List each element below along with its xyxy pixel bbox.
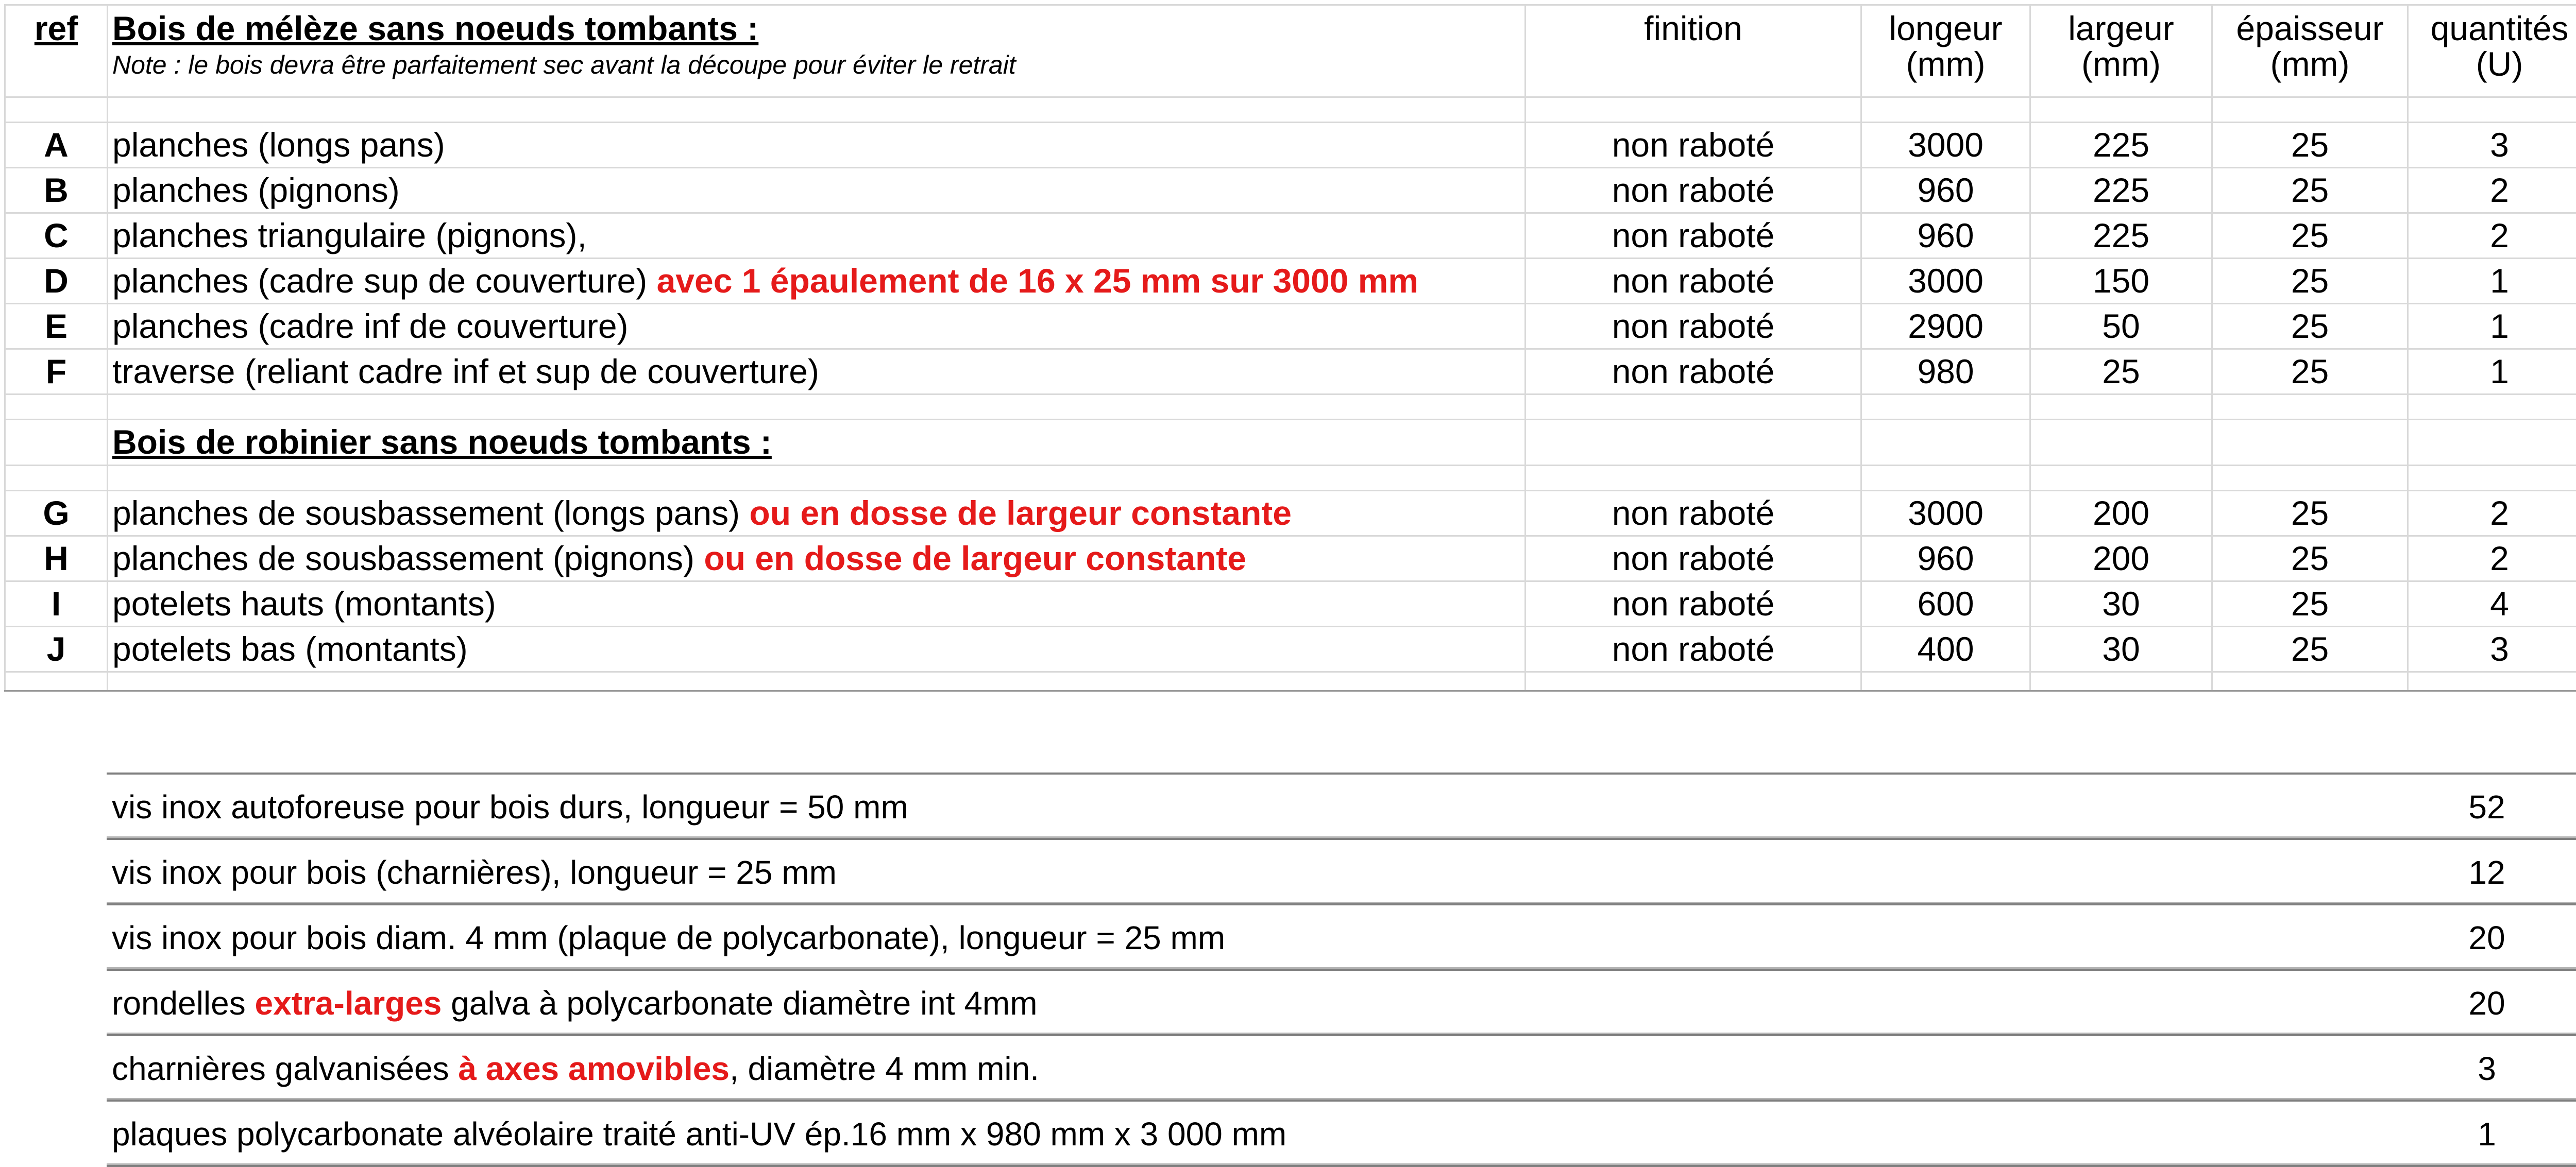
empty-cell[interactable]: [2030, 672, 2212, 691]
supply-quantity: 20: [2446, 984, 2528, 1022]
ref-cell[interactable]: H: [5, 536, 108, 581]
supply-highlight: à axes amovibles: [458, 1050, 730, 1087]
quantity-cell[interactable]: 4: [2408, 581, 2576, 627]
empty-cell[interactable]: [108, 97, 1526, 123]
supply-label: [112, 1115, 1286, 1153]
hardware-supplies-list: [107, 773, 2576, 1167]
section2-title: Bois de robinier sans noeuds tombants :: [112, 423, 772, 461]
table-row: [5, 581, 2576, 627]
highlight-text: ou en dosse de largeur constante: [749, 494, 1292, 532]
epaisseur-unit: (mm): [2217, 46, 2403, 82]
spacer-row: [5, 97, 2576, 123]
epaisseur-cell[interactable]: 25: [2212, 349, 2408, 394]
table-row: [5, 304, 2576, 349]
largeur-cell[interactable]: 150: [2030, 259, 2212, 304]
empty-cell[interactable]: [2030, 420, 2212, 466]
description-cell[interactable]: [108, 213, 1526, 259]
quantity-cell[interactable]: 2: [2408, 168, 2576, 213]
empty-cell[interactable]: [5, 466, 108, 491]
empty-cell[interactable]: [5, 97, 108, 123]
supply-quantity: 12: [2446, 853, 2528, 891]
section1-header-cell[interactable]: [108, 5, 1526, 97]
ref-cell[interactable]: E: [5, 304, 108, 349]
supply-text: vis inox pour bois diam. 4 mm (plaque de polycarbonate), longueur = 25 mm: [112, 919, 1225, 956]
longeur-header: longeur: [1866, 11, 2025, 46]
empty-cell[interactable]: [108, 672, 1526, 691]
description-text: planches (cadre inf de couverture): [112, 307, 629, 345]
empty-cell[interactable]: [2212, 466, 2408, 491]
description-cell[interactable]: [108, 123, 1526, 168]
quantity-cell[interactable]: 3: [2408, 627, 2576, 672]
empty-cell[interactable]: [2408, 394, 2576, 420]
supply-label: [112, 1050, 1039, 1088]
supply-highlight: extra-larges: [255, 985, 442, 1022]
empty-cell[interactable]: [1526, 394, 1861, 420]
supply-label: [112, 788, 908, 826]
largeur-cell[interactable]: 25: [2030, 349, 2212, 394]
supply-text-after: galva à polycarbonate diamètre int 4mm: [442, 985, 1037, 1022]
longeur-cell[interactable]: 960: [1861, 536, 2030, 581]
finition-cell[interactable]: non raboté: [1526, 123, 1861, 168]
ref-cell[interactable]: G: [5, 491, 108, 536]
epaisseur-cell[interactable]: 25: [2212, 123, 2408, 168]
longeur-cell[interactable]: 960: [1861, 213, 2030, 259]
table-row: [5, 259, 2576, 304]
supply-quantity: 3: [2446, 1050, 2528, 1088]
description-text: planches (pignons): [112, 171, 400, 209]
longeur-cell[interactable]: 3000: [1861, 491, 2030, 536]
empty-cell[interactable]: [2408, 97, 2576, 123]
empty-cell[interactable]: [2212, 97, 2408, 123]
epaisseur-header: épaisseur: [2217, 11, 2403, 46]
empty-cell[interactable]: [5, 672, 108, 691]
empty-cell[interactable]: [1526, 97, 1861, 123]
table-row: [5, 627, 2576, 672]
epaisseur-cell[interactable]: 25: [2212, 581, 2408, 627]
epaisseur-cell[interactable]: 25: [2212, 304, 2408, 349]
description-text: potelets hauts (montants): [112, 585, 496, 623]
quantites-header: quantités: [2413, 11, 2576, 46]
ref-cell[interactable]: C: [5, 213, 108, 259]
ref-header: ref: [35, 9, 78, 47]
epaisseur-cell[interactable]: 25: [2212, 491, 2408, 536]
empty-cell[interactable]: [108, 466, 1526, 491]
largeur-cell[interactable]: 200: [2030, 491, 2212, 536]
epaisseur-cell[interactable]: 25: [2212, 259, 2408, 304]
supply-row[interactable]: [107, 773, 2576, 840]
largeur-cell[interactable]: 200: [2030, 536, 2212, 581]
empty-cell[interactable]: [2030, 394, 2212, 420]
quantites-header-cell[interactable]: [2408, 5, 2576, 97]
finition-cell[interactable]: non raboté: [1526, 491, 1861, 536]
supply-row[interactable]: [107, 971, 2576, 1036]
wood-parts-table: [4, 4, 2576, 692]
spacer-row: [5, 394, 2576, 420]
ref-cell[interactable]: J: [5, 627, 108, 672]
empty-cell[interactable]: [2030, 97, 2212, 123]
table-row: [5, 123, 2576, 168]
longeur-cell[interactable]: 400: [1861, 627, 2030, 672]
empty-cell[interactable]: [1861, 466, 2030, 491]
description-cell[interactable]: [108, 168, 1526, 213]
empty-cell[interactable]: [2212, 394, 2408, 420]
quantity-cell[interactable]: 1: [2408, 259, 2576, 304]
empty-cell[interactable]: [1861, 420, 2030, 466]
longeur-cell[interactable]: 3000: [1861, 123, 2030, 168]
description-cell[interactable]: [108, 259, 1526, 304]
largeur-cell[interactable]: 225: [2030, 168, 2212, 213]
spacer-row: [5, 466, 2576, 491]
supply-label: [112, 919, 1225, 957]
drying-note: Note : le bois devra être parfaitement sec avant la découpe pour éviter le retrait: [112, 52, 1520, 79]
ref-cell[interactable]: D: [5, 259, 108, 304]
description-cell[interactable]: [108, 536, 1526, 581]
empty-cell[interactable]: [2212, 420, 2408, 466]
epaisseur-cell[interactable]: 25: [2212, 627, 2408, 672]
empty-cell[interactable]: [2030, 466, 2212, 491]
supply-quantity: 52: [2446, 788, 2528, 826]
description-text: planches de sousbassement (longs pans): [112, 494, 749, 532]
description-text: planches triangulaire (pignons),: [112, 216, 587, 254]
table-row: [5, 213, 2576, 259]
description-cell[interactable]: [108, 349, 1526, 394]
empty-cell[interactable]: [5, 394, 108, 420]
supply-quantity: 20: [2446, 919, 2528, 957]
ref-cell[interactable]: A: [5, 123, 108, 168]
largeur-cell[interactable]: 50: [2030, 304, 2212, 349]
spacer-row: [5, 672, 2576, 691]
supply-label: [112, 984, 1038, 1022]
empty-cell[interactable]: [1526, 420, 1861, 466]
supply-text-after: , diamètre 4 mm min.: [730, 1050, 1039, 1087]
table-row: [5, 491, 2576, 536]
epaisseur-cell[interactable]: 25: [2212, 536, 2408, 581]
supply-text: vis inox autoforeuse pour bois durs, longueur = 50 mm: [112, 788, 908, 826]
supply-row[interactable]: [107, 1102, 2576, 1167]
largeur-cell[interactable]: 225: [2030, 123, 2212, 168]
largeur-unit: (mm): [2035, 46, 2207, 82]
epaisseur-cell[interactable]: 25: [2212, 213, 2408, 259]
largeur-cell[interactable]: 225: [2030, 213, 2212, 259]
highlight-text: ou en dosse de largeur constante: [704, 539, 1246, 577]
supply-row[interactable]: [107, 905, 2576, 971]
description-text: planches (longs pans): [112, 126, 445, 164]
finition-cell[interactable]: non raboté: [1526, 304, 1861, 349]
supply-label: [112, 853, 837, 891]
empty-cell[interactable]: [1526, 672, 1861, 691]
empty-cell[interactable]: [2408, 420, 2576, 466]
empty-cell[interactable]: [108, 394, 1526, 420]
empty-cell[interactable]: [5, 420, 108, 466]
table-row: [5, 168, 2576, 213]
description-text: potelets bas (montants): [112, 630, 468, 668]
empty-cell[interactable]: [1526, 466, 1861, 491]
supply-quantity: 1: [2446, 1115, 2528, 1153]
ref-cell[interactable]: B: [5, 168, 108, 213]
epaisseur-header-cell[interactable]: [2212, 5, 2408, 97]
ref-cell[interactable]: F: [5, 349, 108, 394]
largeur-header-cell[interactable]: [2030, 5, 2212, 97]
section2-header-cell[interactable]: [108, 420, 1526, 466]
supply-text: vis inox pour bois (charnières), longueur = 25 mm: [112, 854, 837, 891]
section1-title: Bois de mélèze sans noeuds tombants :: [112, 9, 758, 47]
description-text: traverse (reliant cadre inf et sup de couverture): [112, 352, 819, 390]
empty-cell[interactable]: [1861, 97, 2030, 123]
finition-cell[interactable]: non raboté: [1526, 581, 1861, 627]
finition-cell[interactable]: non raboté: [1526, 259, 1861, 304]
description-cell[interactable]: [108, 304, 1526, 349]
table-row: [5, 536, 2576, 581]
empty-cell[interactable]: [2408, 672, 2576, 691]
description-text: planches de sousbassement (pignons): [112, 539, 704, 577]
finition-cell[interactable]: non raboté: [1526, 168, 1861, 213]
empty-cell[interactable]: [1861, 672, 2030, 691]
quantity-cell[interactable]: 2: [2408, 491, 2576, 536]
empty-cell[interactable]: [2212, 672, 2408, 691]
quantity-cell[interactable]: 1: [2408, 349, 2576, 394]
longeur-unit: (mm): [1866, 46, 2025, 82]
quantity-cell[interactable]: 1: [2408, 304, 2576, 349]
finition-cell[interactable]: non raboté: [1526, 627, 1861, 672]
finition-cell[interactable]: non raboté: [1526, 213, 1861, 259]
description-text: planches (cadre sup de couverture): [112, 262, 657, 300]
supply-row[interactable]: [107, 840, 2576, 905]
finition-header-cell[interactable]: [1526, 5, 1861, 97]
empty-cell[interactable]: [1861, 394, 2030, 420]
longeur-cell[interactable]: 980: [1861, 349, 2030, 394]
ref-cell[interactable]: I: [5, 581, 108, 627]
largeur-cell[interactable]: 30: [2030, 581, 2212, 627]
longeur-cell[interactable]: 3000: [1861, 259, 2030, 304]
largeur-header: largeur: [2035, 11, 2207, 46]
finition-cell[interactable]: non raboté: [1526, 349, 1861, 394]
largeur-cell[interactable]: 30: [2030, 627, 2212, 672]
ref-header-cell[interactable]: [5, 5, 108, 97]
longeur-header-cell[interactable]: [1861, 5, 2030, 97]
quantity-cell[interactable]: 2: [2408, 536, 2576, 581]
supply-text: rondelles: [112, 985, 255, 1022]
supply-text: charnières galvanisées: [112, 1050, 458, 1087]
highlight-text: avec 1 épaulement de 16 x 25 mm sur 3000 mm: [657, 262, 1419, 300]
longeur-cell[interactable]: 2900: [1861, 304, 2030, 349]
supply-row[interactable]: [107, 1036, 2576, 1102]
section2-header-row: [5, 420, 2576, 466]
supply-text: plaques polycarbonate alvéolaire traité anti-UV ép.16 mm x 980 mm x 3 000 mm: [112, 1115, 1286, 1153]
description-cell[interactable]: [108, 581, 1526, 627]
quantites-unit: (U): [2413, 46, 2576, 82]
empty-cell[interactable]: [2408, 466, 2576, 491]
epaisseur-cell[interactable]: 25: [2212, 168, 2408, 213]
description-cell[interactable]: [108, 491, 1526, 536]
longeur-cell[interactable]: 600: [1861, 581, 2030, 627]
finition-cell[interactable]: non raboté: [1526, 536, 1861, 581]
quantity-cell[interactable]: 2: [2408, 213, 2576, 259]
table-row: [5, 349, 2576, 394]
description-cell[interactable]: [108, 627, 1526, 672]
header-row: [5, 5, 2576, 97]
quantity-cell[interactable]: 3: [2408, 123, 2576, 168]
finition-header: finition: [1530, 11, 1856, 46]
longeur-cell[interactable]: 960: [1861, 168, 2030, 213]
